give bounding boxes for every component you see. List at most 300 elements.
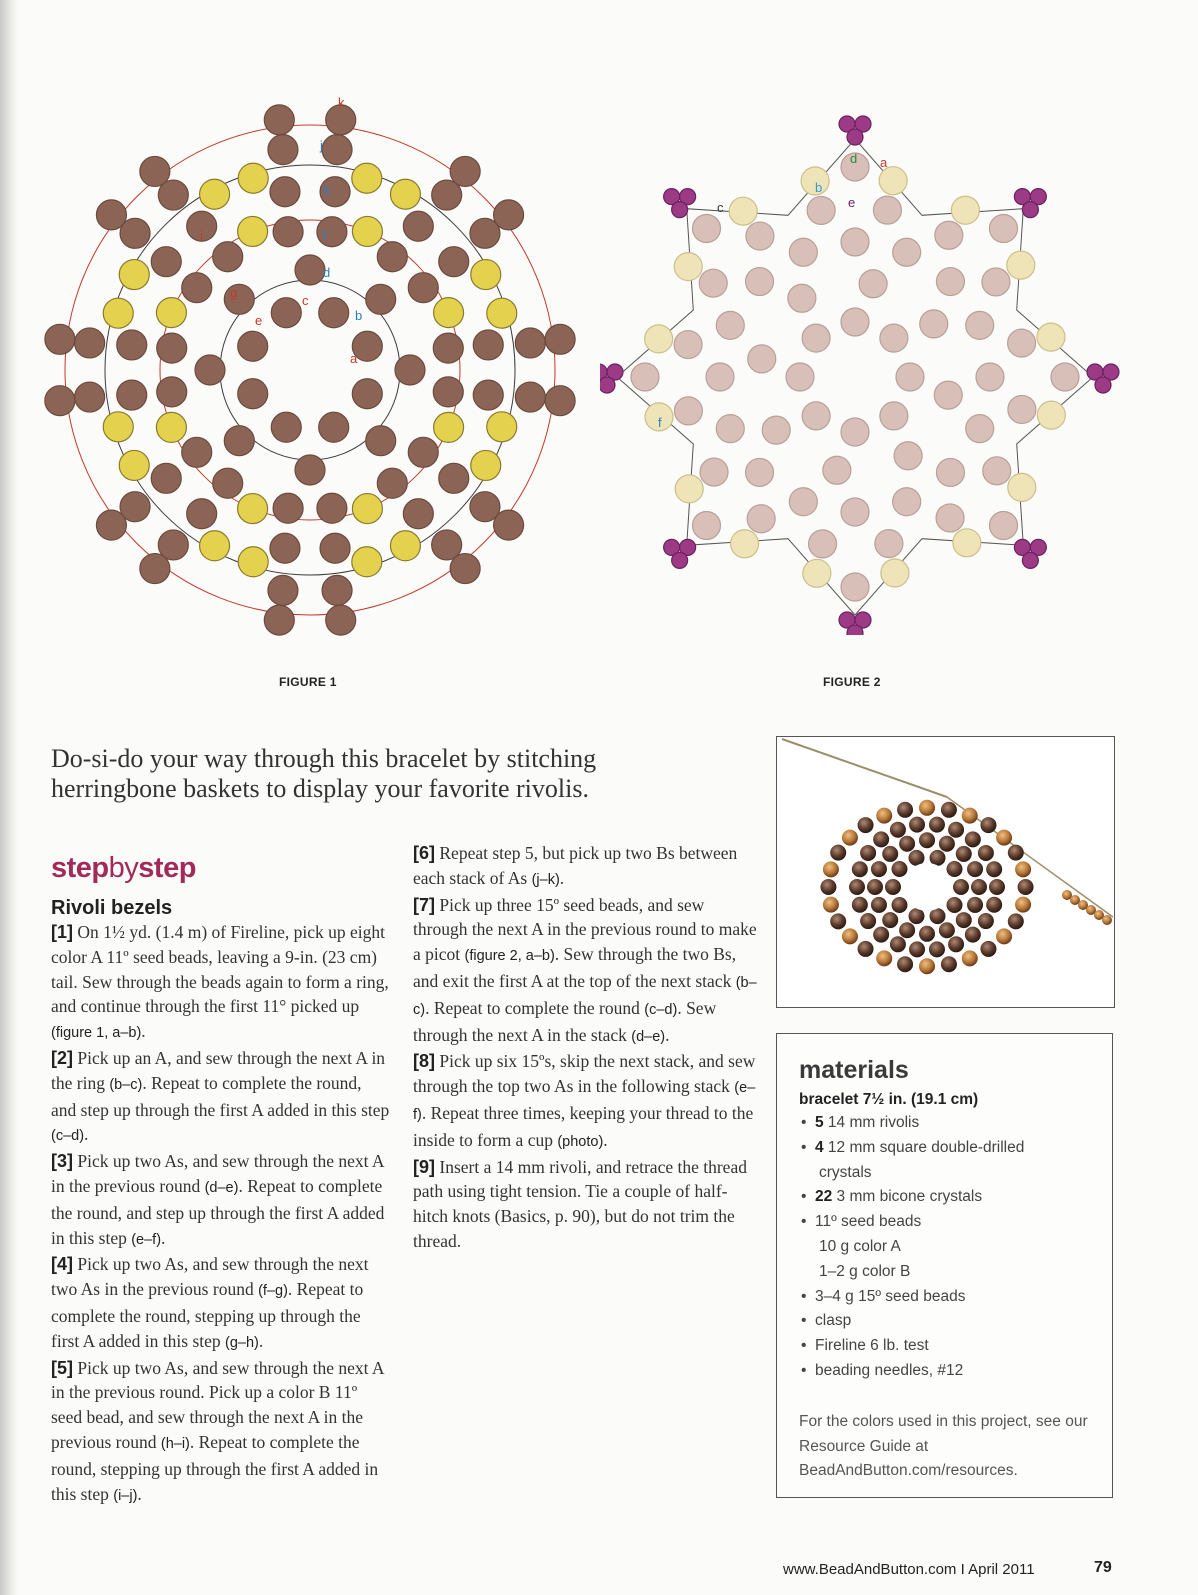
picot-bead (600, 377, 615, 393)
photo-bead (860, 845, 876, 861)
step-number: [1] (51, 922, 73, 942)
bead-a (515, 328, 545, 358)
bead-a (515, 382, 545, 412)
photo-bead (929, 941, 945, 957)
bead-a (157, 333, 187, 363)
step-figure-ref: (c–d) (51, 1128, 85, 1145)
bead-a (403, 499, 433, 529)
photo-bead (967, 897, 983, 913)
bead-a-faded (693, 215, 721, 243)
photo-bead (823, 861, 839, 877)
step-text: . Repeat to complete the round, and step up through the first A added in this step (51, 1175, 385, 1248)
bead-b (238, 494, 268, 524)
bead-a (433, 333, 463, 363)
bead-a-faded (802, 402, 830, 430)
photo-bead (980, 941, 996, 957)
bead-a-faded (716, 311, 744, 339)
bead-a (408, 437, 438, 467)
step-figure-ref: (d–e) (631, 1028, 666, 1045)
title-step-1: step (51, 852, 109, 884)
photo-bead (897, 802, 913, 818)
bead-b-faded (803, 559, 831, 587)
bead-b (156, 412, 186, 442)
bead-a-faded (841, 418, 869, 446)
photo-bead (989, 879, 1005, 895)
photo-bead (919, 832, 935, 848)
photo-bead (858, 817, 874, 833)
instructions-column-2 (413, 841, 758, 1254)
bead-a-faded (706, 363, 734, 391)
bead-a-faded (841, 228, 869, 256)
bead-b (119, 260, 149, 290)
photo-bead (909, 941, 925, 957)
bead-b (200, 179, 230, 209)
bead-a-faded (873, 196, 901, 224)
instructions-column-1 (51, 920, 391, 1520)
title-step-2: step (138, 852, 196, 884)
bead-a (96, 200, 126, 230)
photo-bead (882, 912, 898, 928)
bead-a-faded (716, 415, 744, 443)
materials-item (799, 1111, 1092, 1136)
bead-a-faded (880, 324, 908, 352)
photo-bead (852, 861, 868, 877)
bead-b (434, 412, 464, 442)
photo-beadwork-image (777, 737, 1114, 1007)
step-text: . (603, 1129, 608, 1150)
photo-bead (891, 861, 907, 877)
bead-a-faded (920, 310, 948, 338)
bead-a-faded (674, 397, 702, 425)
bead-b (103, 412, 133, 442)
footer-text (783, 1561, 1035, 1578)
step-text: Pick up six 15ºs, skip the next stack, and sew through the top two As in the following stack (413, 1051, 756, 1097)
photo-bead (852, 897, 868, 913)
photo-bead (956, 846, 972, 862)
step-4 (51, 1252, 391, 1355)
step-text: . (665, 1024, 670, 1045)
bead-a (213, 242, 243, 272)
figure-2-label-b: b (815, 180, 823, 195)
bead-a (187, 499, 217, 529)
materials-item (799, 1334, 1092, 1359)
photo-bead (947, 861, 963, 877)
materials-title: materials (799, 1056, 909, 1084)
bead-b (352, 547, 382, 577)
bead-a-faded (989, 215, 1017, 243)
materials-text: crystals (819, 1163, 872, 1181)
photo-bead (986, 861, 1002, 877)
bead-a (157, 377, 187, 407)
photo-bead (941, 802, 957, 818)
photo-bead (890, 822, 906, 838)
photo-bead (873, 927, 889, 943)
bead-a (295, 455, 325, 485)
photo-bead (873, 831, 889, 847)
bead-a (271, 298, 301, 328)
step-5 (51, 1356, 391, 1509)
bead-a (366, 426, 396, 456)
bead-a (377, 242, 407, 272)
step-7 (413, 893, 758, 1050)
bead-a (270, 177, 300, 207)
bead-b (352, 163, 382, 193)
bead-a (326, 605, 356, 635)
bead-b-faded (951, 196, 979, 224)
step-text: Pick up an A, and sew through the next A in the ring (51, 1047, 386, 1093)
step-figure-ref: (h–i) (160, 1435, 190, 1452)
materials-item (799, 1136, 1092, 1161)
bead-a (473, 380, 503, 410)
bead-a (238, 379, 268, 409)
bead-b (471, 260, 501, 290)
photo-bead (965, 927, 981, 943)
bead-a-faded (1008, 395, 1036, 423)
photo-bead (1015, 897, 1031, 913)
materials-qty: 4 (815, 1138, 824, 1156)
footer-site: www.BeadAndButton.com (783, 1561, 957, 1578)
figure-1-caption: FIGURE 1 (279, 675, 337, 689)
photo-bead (842, 830, 858, 846)
bead-a-faded (982, 268, 1010, 296)
photo-bead (939, 922, 955, 938)
bead-a (96, 510, 126, 540)
step-figure-ref: (b–c) (109, 1076, 143, 1093)
step-text: Pick up two As, and sew through the next two As in the previous round (51, 1254, 369, 1300)
bead-b (352, 216, 382, 246)
bead-b-faded (675, 475, 703, 503)
bead-a (450, 554, 480, 584)
materials-qty: 5 (815, 1114, 824, 1131)
bead-a (75, 382, 105, 412)
bead-a-faded (1008, 329, 1036, 357)
photo-bead (965, 831, 981, 847)
bead-a-faded (786, 363, 814, 391)
bead-a-faded (802, 324, 830, 352)
bead-a (473, 330, 503, 360)
step-3 (51, 1149, 391, 1252)
photo-bead (830, 845, 846, 861)
bead-b-faded (674, 253, 702, 281)
bead-a (182, 273, 212, 303)
bead-a (182, 437, 212, 467)
bead-a-faded (989, 511, 1017, 539)
photo-bead (882, 846, 898, 862)
photo-bead (1008, 845, 1024, 861)
step-text: . (161, 1227, 166, 1248)
bead-a (439, 247, 469, 277)
bead-a-faded (674, 331, 702, 359)
bead-a-faded (693, 511, 721, 539)
bead-a (433, 377, 463, 407)
step-text: Repeat step 5, but pick up two Bs between each stack of As (413, 843, 738, 888)
step-text: . (137, 1483, 142, 1504)
figure-1-label-i: i (200, 228, 203, 243)
photo-bead (858, 941, 874, 957)
bead-a-faded (789, 238, 817, 266)
step-number: [2] (51, 1047, 73, 1068)
bead-b (200, 531, 230, 561)
step-text: . (141, 1021, 146, 1042)
bead-a-faded (788, 284, 816, 312)
bead-b-faded (1037, 323, 1065, 351)
intro-text: Do-si-do your way through this bracelet by stitching herringbone baskets to display your favorite rivolis. (51, 744, 597, 803)
step-figure-ref: (g–h) (225, 1334, 259, 1351)
bead-a (273, 493, 303, 523)
figure-1-label-h: h (323, 183, 331, 198)
project-photo (776, 736, 1115, 1008)
step-number: [3] (51, 1151, 73, 1172)
step-figure-ref: (d–e) (204, 1179, 239, 1196)
bead-a-faded (789, 488, 817, 516)
figure-2-label-c: c (717, 200, 724, 215)
photo-bead (1018, 879, 1034, 895)
bead-b (238, 163, 268, 193)
figure-2-label-a: a (880, 155, 888, 170)
photo-bead (890, 936, 906, 952)
photo-bead (860, 913, 876, 929)
photo-bead (980, 817, 996, 833)
photo-bead (947, 897, 963, 913)
bead-a (545, 386, 575, 416)
materials-text: 11º seed beads (815, 1213, 922, 1231)
photo-bead (842, 928, 858, 944)
step-figure-ref: (j–k) (531, 871, 560, 888)
thread-path (105, 165, 515, 575)
bead-a (45, 324, 75, 354)
bead-a-faded (823, 456, 851, 484)
bead-a-faded (746, 458, 774, 486)
bead-a-faded (976, 363, 1004, 391)
bead-a (295, 255, 325, 285)
photo-bead (948, 822, 964, 838)
materials-item (799, 1161, 1092, 1186)
photo-bead (909, 817, 925, 833)
step-text: . (84, 1124, 89, 1145)
figure-1-label-a: a (350, 351, 358, 366)
bead-a-faded (880, 402, 908, 430)
page-number: 79 (1094, 1559, 1112, 1576)
bead-b-faded (729, 197, 757, 225)
figure-1-diagram (40, 85, 580, 645)
step-text: On 1½ yd. (1.4 m) of Fireline, pick up eight color A 11º seed beads, leaving a 9-in. (23 cm) tail. Sew through the beads again to form a ring, and continue through the first 11° picked up (51, 922, 389, 1017)
figure-2-label-d: d (850, 151, 858, 166)
photo-bead (996, 830, 1012, 846)
picot-bead (1022, 552, 1038, 568)
materials-qty: 22 (815, 1188, 833, 1206)
bead-b (390, 179, 420, 209)
bead-b-faded (731, 530, 759, 558)
bead-a (319, 298, 349, 328)
photo-bead (919, 800, 935, 816)
photo-bead (919, 958, 935, 974)
step-text: . Repeat to complete the round (425, 997, 645, 1018)
bead-a (224, 284, 254, 314)
bead-a-faded (934, 381, 962, 409)
picot-bead (672, 202, 688, 218)
photo-bead (1008, 913, 1024, 929)
footer-date: April 2011 (968, 1561, 1035, 1578)
step-figure-ref: (figure 2, a–b) (464, 948, 555, 965)
figure-2-diagram (600, 115, 1120, 635)
bead-b-faded (953, 529, 981, 557)
materials-text: Fireline 6 lb. test (815, 1337, 929, 1355)
bead-b-faded (1008, 473, 1036, 501)
materials-subtitle: bracelet 7½ in. (19.1 cm) (799, 1091, 979, 1108)
step-9 (413, 1155, 758, 1254)
photo-bead (930, 850, 946, 866)
bead-a-faded (699, 269, 727, 297)
materials-text: 10 g color A (819, 1237, 901, 1255)
figure-1-label-b: b (355, 308, 363, 323)
photo-bead (930, 908, 946, 924)
photo-bead (849, 879, 865, 895)
step-by-step-title (51, 852, 196, 885)
step-8 (413, 1049, 758, 1154)
step-text: . Repeat three times, keeping your thread to the inside to form a cup (413, 1102, 754, 1150)
bead-a-faded (1051, 363, 1079, 391)
bead-a-faded (746, 222, 774, 250)
bead-a-faded (809, 530, 837, 558)
bead-a (319, 412, 349, 442)
photo-bead (929, 817, 945, 833)
step-figure-ref: (e–f) (131, 1231, 162, 1248)
bead-a-faded (936, 268, 964, 296)
bead-a-faded (936, 458, 964, 486)
photo-bead (885, 879, 901, 895)
bead-a-faded (966, 415, 994, 443)
bead-a-faded (896, 363, 924, 391)
step-1 (51, 920, 391, 1046)
bead-a (322, 135, 352, 165)
figure-1-label-g: g (230, 285, 238, 300)
materials-item (799, 1210, 1092, 1235)
materials-item (799, 1260, 1092, 1285)
photo-bead (891, 897, 907, 913)
step-text: Pick up two As, and sew through the next A in the previous round (51, 1151, 384, 1196)
bead-a (545, 324, 575, 354)
bead-a (403, 211, 433, 241)
bead-a-faded (875, 530, 903, 558)
bead-a (408, 273, 438, 303)
bead-a (317, 217, 347, 247)
bead-b (390, 531, 420, 561)
bead-a (322, 575, 352, 605)
bead-b-faded (881, 559, 909, 587)
photo-bead (986, 897, 1002, 913)
figure-1-label-d: d (323, 265, 331, 280)
step-figure-ref: (i–j) (113, 1487, 138, 1504)
step-text: . Repeat to complete the round, stepping up through the first A added in this step (51, 1279, 364, 1351)
bead-a (494, 200, 524, 230)
bead-a-faded (936, 504, 964, 532)
photo-bead (919, 926, 935, 942)
photo-bead (820, 879, 836, 895)
step-figure-ref: (figure 1, a–b) (51, 1025, 142, 1042)
bead-a (140, 156, 170, 186)
step-figure-ref: (photo) (557, 1133, 604, 1150)
bead-a (238, 331, 268, 361)
bead-b (487, 298, 517, 328)
step-figure-ref: (b–c) (413, 974, 757, 1018)
picot-bead (672, 552, 688, 568)
step-text: . Sew through the two Bs, and exit the first A at the top of the next stack (413, 944, 737, 991)
bead-a (264, 605, 294, 635)
photo-bead (876, 808, 892, 824)
step-number: [5] (51, 1357, 73, 1378)
materials-item (799, 1185, 1092, 1210)
title-by: by (108, 852, 139, 884)
photo-bead (971, 879, 987, 895)
photo-bead (871, 897, 887, 913)
photo-bead (1102, 915, 1112, 925)
bead-a (45, 386, 75, 416)
bead-a-faded (748, 345, 776, 373)
materials-text: 3–4 g 15º seed beads (815, 1287, 966, 1305)
figure-2-label-f: f (658, 415, 662, 430)
photo-bead (908, 850, 924, 866)
bead-a (377, 468, 407, 498)
photo-bead (978, 845, 994, 861)
bead-a (195, 355, 225, 385)
bead-a (140, 554, 170, 584)
bead-b (238, 216, 268, 246)
bead-a-faded (894, 442, 922, 470)
materials-text: clasp (815, 1312, 852, 1330)
bead-b (103, 298, 133, 328)
bead-a (320, 533, 350, 563)
materials-note: For the colors used in this project, see our Resource Guide at BeadAndButton.com/resources. (799, 1412, 1088, 1480)
bead-a-faded (762, 416, 790, 444)
photo-bead (867, 879, 883, 895)
bead-a (117, 330, 147, 360)
bead-a (264, 105, 294, 135)
bead-a-faded (893, 238, 921, 266)
bead-a (117, 380, 147, 410)
bead-a (273, 217, 303, 247)
bead-a (317, 493, 347, 523)
photo-bead (939, 836, 955, 852)
bead-a (366, 284, 396, 314)
step-number: [4] (51, 1254, 73, 1275)
bead-b (119, 450, 149, 480)
bead-b (487, 412, 517, 442)
bead-a (494, 510, 524, 540)
bead-a-faded (841, 308, 869, 336)
photo-bead (876, 950, 892, 966)
step-number: [8] (413, 1051, 435, 1072)
bead-a (395, 355, 425, 385)
step-2 (51, 1046, 391, 1149)
step-text: . Repeat to complete the round, and step up through the first A added in this step (51, 1072, 390, 1120)
picot-bead (1095, 377, 1111, 393)
materials-item (799, 1235, 1092, 1260)
photo-bead (978, 913, 994, 929)
bead-a-faded (966, 311, 994, 339)
step-text: . (559, 867, 565, 888)
bead-a (352, 379, 382, 409)
bead-a-faded (983, 457, 1011, 485)
photo-bead (871, 861, 887, 877)
bead-a (268, 575, 298, 605)
bead-b (471, 450, 501, 480)
materials-list (799, 1111, 1092, 1384)
bead-b-faded (879, 167, 907, 195)
step-figure-ref: (f–g) (258, 1283, 288, 1300)
bead-b-faded (645, 325, 673, 353)
photo-bead (830, 913, 846, 929)
materials-text: beading needles, #12 (815, 1361, 964, 1379)
